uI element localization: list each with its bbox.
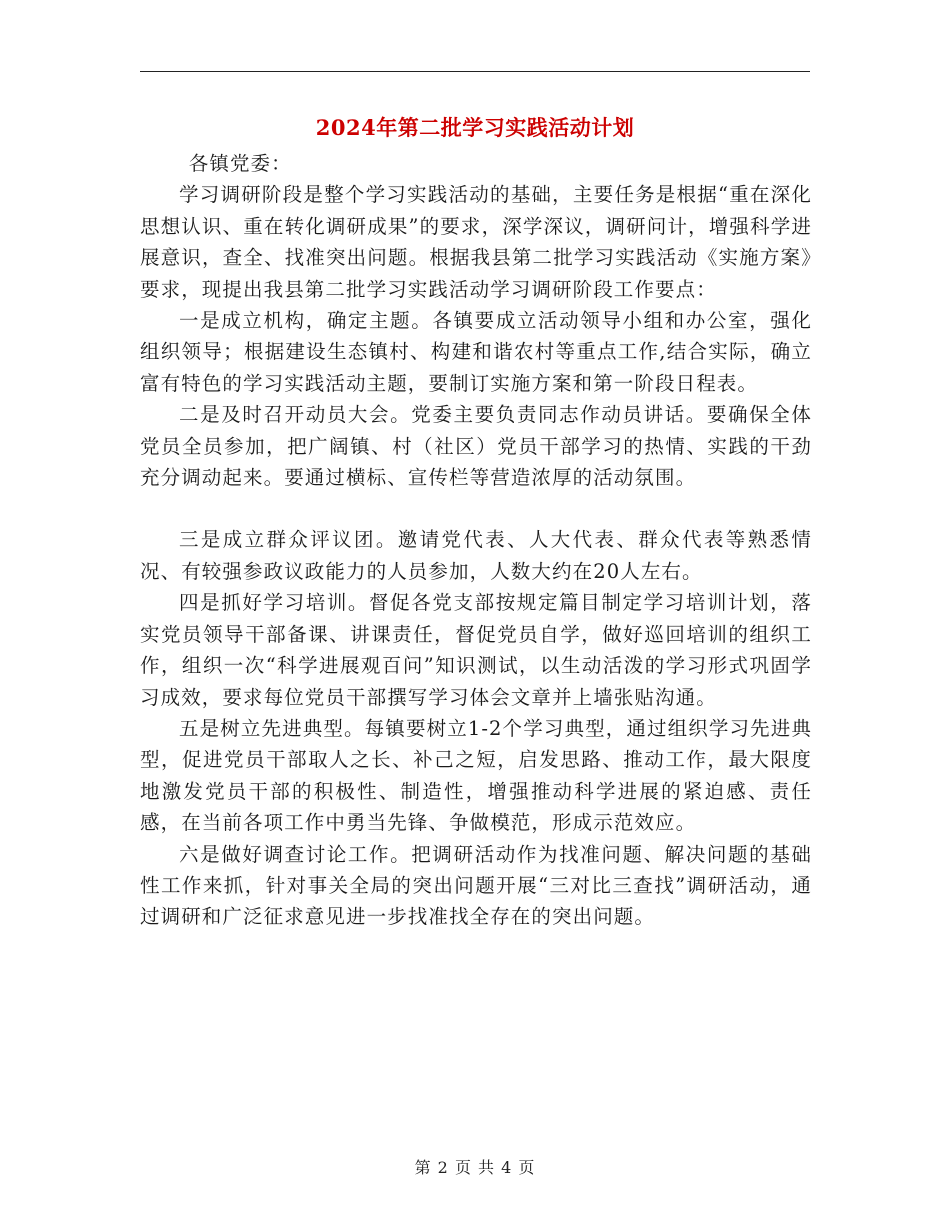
paragraph-item-1: 一是成立机构，确定主题。各镇要成立活动领导小组和办公室，强化组织领导；根据建设生态镇村、构建和谐农村等重点工作,结合实际，确立富有特色的学习实践活动主题，要制订实施方案和第一阶段日程表。 xyxy=(140,309,812,395)
paragraph-item-4: 四是抓好学习培训。督促各党支部按规定篇目制定学习培训计划，落实党员领导干部备课、讲课责任，督促党员自学，做好巡回培训的组织工作，组织一次“科学进展观百问”知识测试，以生动活泼的学习形式巩固学习成效，要求每位党员干部撰写学习体会文章并上墙张贴沟通。 xyxy=(140,591,812,709)
header-rule xyxy=(140,71,810,72)
paragraph-item-5: 五是树立先进典型。每镇要树立1-2个学习典型，通过组织学习先进典型，促进党员干部取人之长、补己之短，启发思路、推动工作，最大限度地激发党员干部的积极性、制造性，增强推动科学进展的紧迫感、责任感，在当前各项工作中勇当先锋、争做模范，形成示范效应。 xyxy=(140,716,812,835)
paragraph-item-2: 二是及时召开动员大会。党委主要负责同志作动员讲话。要确保全体党员全员参加，把广阔镇、村（社区）党员干部学习的热情、实践的干劲充分调动起来。要通过横标、宣传栏等营造浓厚的活动氛围。 xyxy=(140,403,812,490)
document-title: 2024年第二批学习实践活动计划 xyxy=(315,115,635,140)
paragraph-item-6: 六是做好调查讨论工作。把调研活动作为找准问题、解决问题的基础性工作来抓，针对事关全局的突出问题开展“三对比三查找”调研活动，通过调研和广泛征求意见进一步找准找全存在的突出问题。 xyxy=(140,842,812,929)
page-footer xyxy=(0,1155,950,1178)
salutation: 各镇党委： xyxy=(188,152,292,175)
document-body xyxy=(140,148,812,933)
page-number: 第 2 页 共 4 页 xyxy=(414,1158,536,1177)
paragraph-item-3: 三是成立群众评议团。邀请党代表、人大代表、群众代表等熟悉情况、有较强参政议政能力的人员参加，人数大约在20人左右。 xyxy=(140,528,812,583)
paragraph-intro: 学习调研阶段是整个学习实践活动的基础，主要任务是根据“重在深化思想认识、重在转化调研成果”的要求，深学深议，调研问计，增强科学进展意识，查全、找准突出问题。根据我县第二批学习实践活动《实施方案》要求，现提出我县第二批学习实践活动学习调研阶段工作要点： xyxy=(140,183,812,301)
